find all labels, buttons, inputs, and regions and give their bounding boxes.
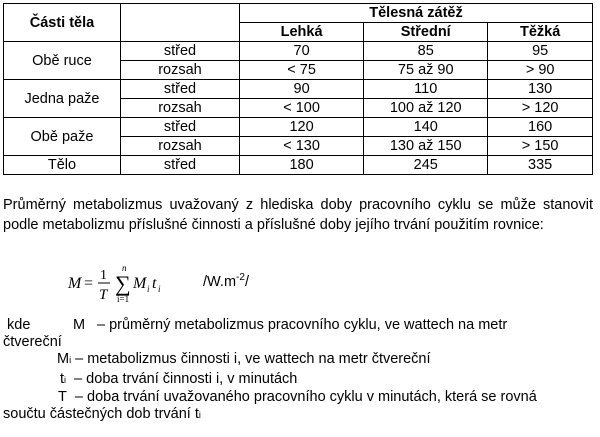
part-cell: Obě ruce <box>4 42 121 80</box>
value-cell: 130 <box>488 80 593 99</box>
metabolism-table <box>3 3 593 175</box>
definition-mi: Mi – metabolizmus činnosti i, ve wattech na metr čtvereční <box>57 351 431 367</box>
value-cell: > 150 <box>488 137 593 156</box>
value-cell: 140 <box>364 118 488 137</box>
header-medium: Střední <box>364 23 488 42</box>
value-cell: 120 <box>240 118 364 137</box>
sum-symbol-icon: ∑ <box>115 271 131 296</box>
formula-term-t: t <box>152 275 157 292</box>
formula-term-m: M <box>133 275 147 292</box>
definition-m-text: – průměrný metabolizmus pracovního cyklu, ve wattech na metr <box>97 317 508 333</box>
value-cell: 70 <box>240 42 364 61</box>
formula-lhs: M <box>68 275 82 292</box>
value-cell: < 75 <box>240 61 364 80</box>
definition-ti: ti – doba trvání činnosti i, v minutách <box>60 371 298 387</box>
header-light: Lehká <box>240 23 364 42</box>
header-parts: Části těla <box>4 4 121 42</box>
value-cell: 100 až 120 <box>364 99 488 118</box>
type-cell: střed <box>120 118 239 137</box>
header-load: Tělesná zátěž <box>240 4 593 23</box>
formula-svg <box>68 258 188 308</box>
value-cell: 160 <box>488 118 593 137</box>
definition-kde: kde <box>7 317 31 333</box>
value-cell: 95 <box>488 42 593 61</box>
type-cell: rozsah <box>120 99 239 118</box>
value-cell: 335 <box>488 156 593 175</box>
type-cell: rozsah <box>120 137 239 156</box>
definition-m-cont: čtvereční <box>3 334 62 350</box>
formula-term-m-sub: i <box>147 284 150 294</box>
table-row <box>4 156 593 175</box>
type-cell: střed <box>120 80 239 99</box>
formula-sum-top: n <box>122 263 127 273</box>
intro-paragraph: Průměrný metabolizmus uvažovaný z hlediska doby pracovního cyklu se může stanovit podle metabolizmu příslušné činnosti a příslušné doby jejího trvání použitím rovnice: <box>3 197 593 233</box>
formula-equals: = <box>84 275 94 292</box>
type-cell: střed <box>120 156 239 175</box>
value-cell: 110 <box>364 80 488 99</box>
formula-frac-num: 1 <box>100 268 107 283</box>
value-cell: < 130 <box>240 137 364 156</box>
value-cell: 90 <box>240 80 364 99</box>
value-cell: 85 <box>364 42 488 61</box>
value-cell: 245 <box>364 156 488 175</box>
part-cell: Obě paže <box>4 118 121 156</box>
definition-t: T – doba trvání uvažovaného pracovního cyklu v minutách, která se rovná <box>58 389 537 405</box>
header-heavy: Těžká <box>488 23 593 42</box>
value-cell: 180 <box>240 156 364 175</box>
value-cell: 75 až 90 <box>364 61 488 80</box>
table-row <box>4 80 593 99</box>
type-cell: střed <box>120 42 239 61</box>
formula-unit: $/W.m^{-2}/$ <box>203 272 249 290</box>
formula-frac-den: T <box>99 287 108 303</box>
definition-m-symbol: M <box>73 317 86 333</box>
value-cell: 130 až 150 <box>364 137 488 156</box>
formula-sum-bottom: i=1 <box>117 294 130 304</box>
definition-t-cont: součtu částečných dob trvání ti <box>3 406 201 422</box>
table-row <box>4 118 593 137</box>
type-cell: rozsah <box>120 61 239 80</box>
part-cell: Tělo <box>4 156 121 175</box>
value-cell: > 90 <box>488 61 593 80</box>
formula-term-t-sub: i <box>158 284 161 294</box>
value-cell: < 100 <box>240 99 364 118</box>
value-cell: > 120 <box>488 99 593 118</box>
table-row <box>4 42 593 61</box>
part-cell: Jedna paže <box>4 80 121 118</box>
header-empty <box>120 4 239 42</box>
